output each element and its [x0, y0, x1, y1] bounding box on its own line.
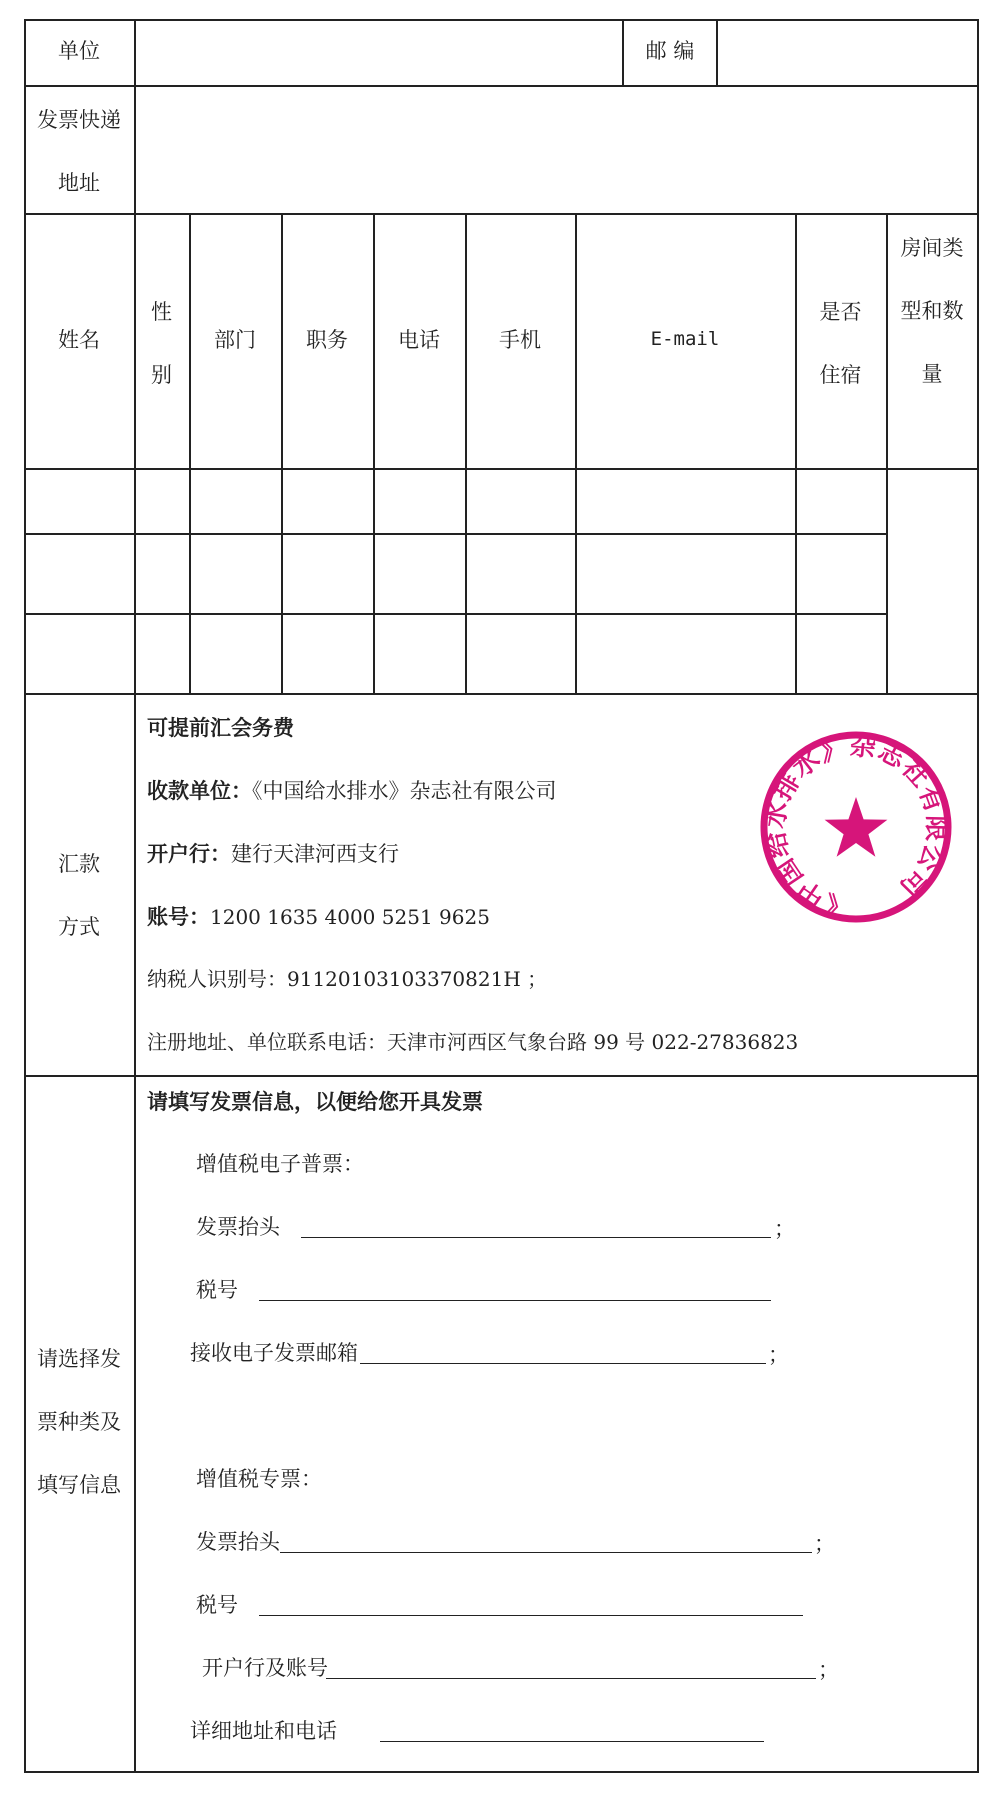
col-header-room-line-2: 型和数	[900, 299, 964, 323]
svg-text:《中国给水排水》杂志社有限公司: 《中国给水排水》杂志社有限公司	[760, 731, 952, 923]
col-header-lodging	[795, 281, 886, 407]
col-header-room	[886, 217, 978, 406]
invoice-type-label	[24, 1328, 134, 1517]
normal-email-label: 接收电子发票邮箱	[190, 1341, 358, 1365]
col-header-gender	[134, 281, 189, 407]
col-header-gender-line-1: 性	[151, 300, 172, 324]
invoice-address-field[interactable]	[136, 87, 976, 212]
col-header-dept: 部门	[214, 328, 256, 352]
normal-header-end: ；	[774, 1217, 795, 1241]
col-header-title: 职务	[306, 328, 348, 352]
account-line	[147, 906, 490, 928]
special-header-end: ；	[814, 1532, 835, 1556]
invoice-address-label-line-2: 地址	[58, 171, 100, 195]
remittance-label	[24, 833, 134, 959]
divider-address-row	[24, 213, 979, 215]
account-label: 账号：	[147, 904, 210, 929]
col-header-email: E-mail	[650, 328, 720, 350]
special-taxno-input[interactable]	[259, 1593, 803, 1616]
room-type-field[interactable]	[888, 470, 976, 692]
invoice-address-label	[24, 89, 134, 215]
invoice-address-label-line-1: 发票快递	[37, 108, 121, 132]
bank-label: 开户行：	[147, 841, 231, 866]
special-invoice-title: 增值税专票：	[196, 1467, 322, 1491]
col-header-room-line-1: 房间类	[900, 236, 964, 260]
payee-label: 收款单位：	[147, 778, 252, 803]
invoice-type-label-line-3: 填写信息	[37, 1473, 121, 1497]
postcode-label: 邮 编	[645, 39, 695, 63]
normal-invoice-title: 增值税电子普票：	[196, 1152, 364, 1176]
special-address-label: 详细地址和电话	[190, 1719, 337, 1743]
divider-remittance-section	[24, 1075, 979, 1077]
payee-value: 《中国给水排水》杂志社有限公司	[252, 779, 557, 803]
invoice-heading: 请填写发票信息，以便给您开具发票	[147, 1089, 483, 1114]
official-seal-icon	[756, 727, 956, 927]
unit-label: 单位	[58, 39, 100, 63]
attendee-row-1[interactable]	[26, 470, 885, 532]
unit-field[interactable]	[136, 21, 620, 84]
account-value: 1200 1635 4000 5251 9625	[210, 905, 490, 929]
remittance-label-line-2: 方式	[58, 915, 100, 939]
normal-header-input[interactable]	[301, 1215, 771, 1238]
remittance-heading: 可提前汇会务费	[147, 715, 294, 740]
seal-star-icon	[825, 797, 888, 857]
col-header-mobile: 手机	[499, 328, 541, 352]
bank-value: 建行天津河西支行	[231, 842, 399, 866]
special-header-label: 发票抬头	[196, 1530, 280, 1554]
special-address-input[interactable]	[380, 1719, 764, 1742]
remittance-label-line-1: 汇款	[58, 852, 100, 876]
col-header-lodging-line-2: 住宿	[819, 363, 862, 387]
divider-attendee-section	[24, 693, 979, 695]
col-header-phone: 电话	[398, 328, 440, 352]
special-header-input[interactable]	[280, 1530, 812, 1553]
normal-header-line	[196, 1217, 280, 1238]
special-bank-input[interactable]	[326, 1656, 816, 1679]
border-bottom	[24, 1771, 979, 1773]
postcode-field[interactable]	[718, 21, 976, 84]
normal-header-label: 发票抬头	[196, 1215, 280, 1239]
attendee-row-3[interactable]	[26, 615, 885, 692]
special-taxno-label: 税号	[196, 1593, 238, 1617]
col-header-gender-line-2: 别	[151, 363, 172, 387]
normal-taxno-label: 税号	[196, 1278, 238, 1302]
normal-email-input[interactable]	[360, 1341, 766, 1364]
bank-line	[147, 843, 399, 865]
payee-line	[147, 780, 557, 802]
invoice-type-label-line-1: 请选择发	[37, 1347, 121, 1371]
normal-taxno-input[interactable]	[259, 1278, 771, 1301]
special-bank-end: ；	[818, 1658, 839, 1682]
invoice-type-label-line-2: 票种类及	[37, 1410, 121, 1434]
attendee-row-2[interactable]	[26, 535, 885, 612]
col-header-name: 姓名	[58, 328, 100, 352]
taxid-line: 纳税人识别号：91120103103370821H ；	[147, 967, 548, 991]
col-header-room-line-3: 量	[921, 362, 943, 386]
special-bank-label: 开户行及账号	[202, 1656, 328, 1680]
registered-address-line: 注册地址、单位联系电话：天津市河西区气象台路 99 号 022-27836823	[147, 1030, 799, 1054]
col-header-lodging-line-1: 是否	[819, 300, 862, 324]
normal-email-end: ；	[768, 1343, 789, 1367]
